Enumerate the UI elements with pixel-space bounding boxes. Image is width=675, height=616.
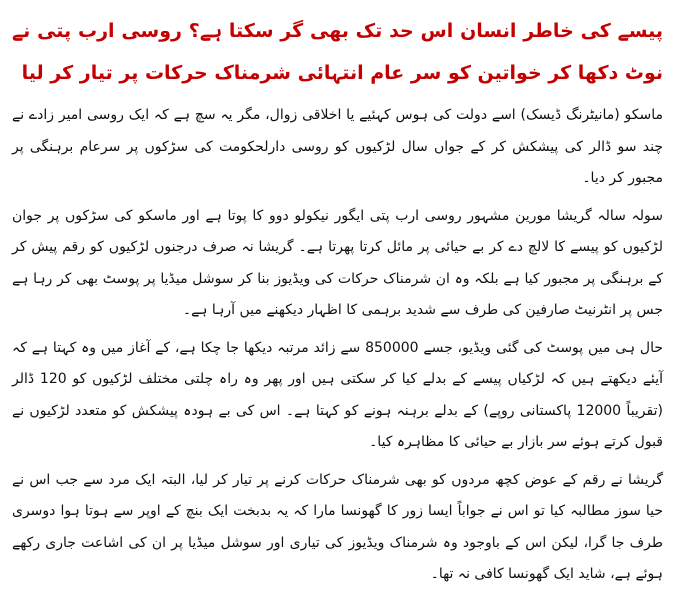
article-paragraph-4: گریشا نے رقم کے عوض کچھ مردوں کو بھی شرمناک حرکات کرنے پر تیار کر لیا، البتہ ایک مرد سے جب اس نے حیا سوز مطالبہ کیا تو اس نے جواباً ایسا زور کا گھونسا مارا کہ یہ بدبخت ایک بنچ کے اوپر سے ہوتا ہوا دوسری طرف جا گرا، لیکن اس کے باوجود وہ شرمناک ویڈیوز کی تیاری اور سوشل میڈیا پر ان کی اشاعت جاری رکھے ہوئے ہے، شاید ایک گھونسا کافی نہ تھا۔ [12, 471, 663, 582]
article-paragraph-2: سولہ سالہ گریشا مورین مشہور روسی ارب پتی ایگور نیکولو دوو کا پوتا ہے اور ماسکو کی سڑکوں پر جوان لڑکیوں کو پیسے کا لالچ دے کر بے حیائی پر مائل کرتا پھرتا ہے۔ گریشا نہ صرف درجنوں لڑکیوں کو رقم پیش کر کے برہنگی پر مجبور کیا ہے بلکہ وہ ان شرمناک حرکات کی ویڈیوز بنا کر سوشل میڈیا پر پوسٹ بھی کر رہا ہے جس پر انٹرنیٹ صارفین کی طرف سے شدید برہمی کا اظہار دیکھنے میں آرہا ہے۔ [12, 207, 663, 318]
article-headline: پیسے کی خاطر انسان اس حد تک بھی گر سکتا ہے؟ روسی ارب پتی نے نوٹ دکھا کر خواتین کو سر عام انتہائی شرمناک حرکات پر تیار کر لیا [12, 20, 663, 84]
article-paragraph-1: ماسکو (مانیٹرنگ ڈیسک) اسے دولت کی ہوس کہئیے یا اخلاقی زوال، مگر یہ سچ ہے کہ ایک روسی امیر زادے نے چند سو ڈالر کی پیشکش کر کے جواں سال لڑکیوں کو روسی دارلحکومت کی سڑکوں پر سرعام برہنگی پر مجبور کر دیا۔ [12, 107, 663, 186]
article-paragraph-3: حال ہی میں پوسٹ کی گئی ویڈیو، جسے 850000 سے زائد مرتبہ دیکھا جا چکا ہے، کے آغاز میں وہ کہتا ہے کہ آیئے دیکھتے ہیں کہ لڑکیاں پیسے کے بدلے کیا کر سکتی ہیں اور پھر وہ راہ چلتی مختلف لڑکیوں کو 120 ڈالر (تقریباً 12000 پاکستانی روپے) کے بدلے برہنہ ہونے کو کہتا ہے۔ اس کی بے ہودہ پیشکش کو متعدد لڑکیوں نے قبول کرتے ہوئے سر بازار بے حیائی کا مظاہرہ کیا۔ [12, 339, 663, 450]
